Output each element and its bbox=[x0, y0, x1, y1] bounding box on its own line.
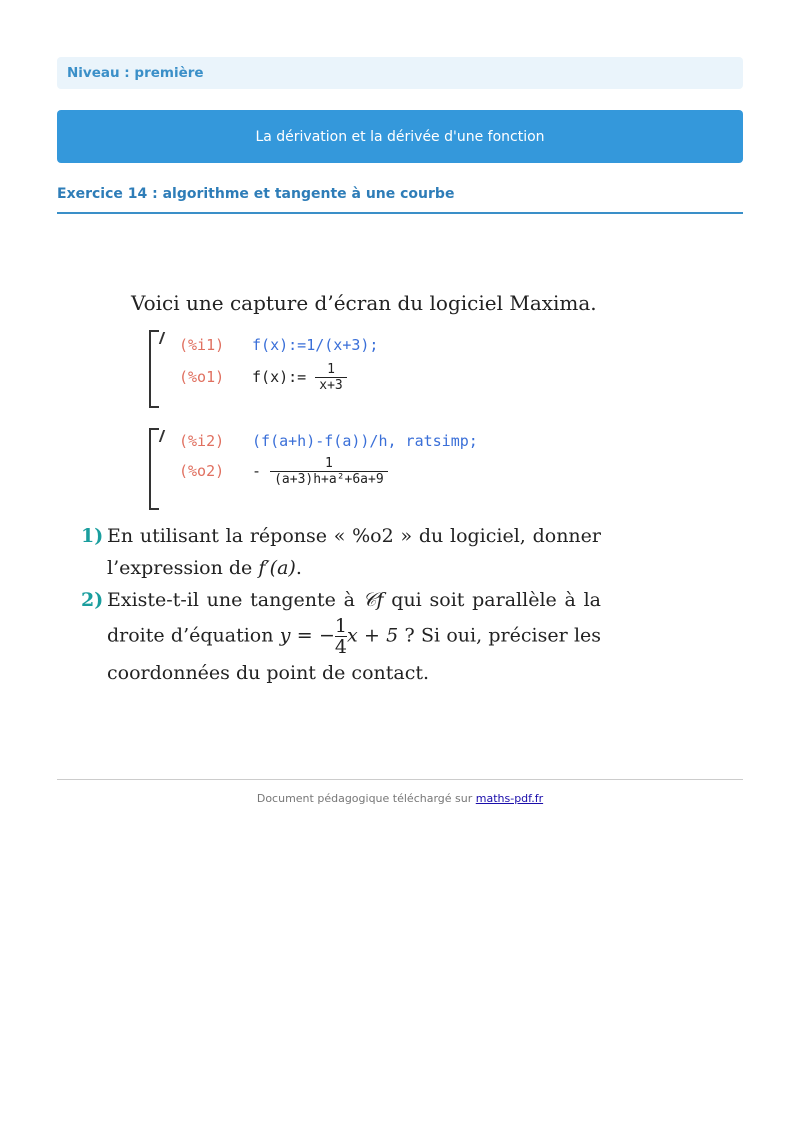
question-text-end: . bbox=[295, 557, 302, 579]
fraction-denominator: x+3 bbox=[319, 378, 343, 393]
cell-bracket bbox=[149, 428, 159, 510]
maxima-block-1 bbox=[149, 330, 549, 408]
equation-lhs: y = − bbox=[279, 624, 335, 647]
question-2 bbox=[81, 584, 601, 689]
maxima-input-line bbox=[179, 432, 478, 450]
question-1 bbox=[81, 520, 601, 584]
fraction-numerator: 1 bbox=[334, 615, 347, 637]
maxima-input-line bbox=[179, 336, 378, 354]
level-banner bbox=[57, 57, 743, 89]
input-code: f(x):=1/(x+3); bbox=[252, 336, 379, 354]
question-text-end: ? Si oui, préciser les coordonnées du point de contact. bbox=[107, 624, 602, 684]
fraction-denominator: 4 bbox=[334, 636, 347, 658]
question-number: 2) bbox=[81, 589, 104, 611]
maxima-output-line bbox=[179, 456, 388, 487]
question-text: Existe-t-il une tangente à bbox=[107, 589, 363, 611]
chapter-title-banner bbox=[57, 110, 743, 163]
question-text: En utilisant la réponse « %o2 » du logiciel, donner l’expression de bbox=[107, 525, 601, 579]
output-fraction bbox=[270, 456, 388, 487]
question-number: 1) bbox=[81, 525, 104, 547]
maxima-output-line bbox=[179, 362, 347, 393]
equation-rhs: x + 5 bbox=[346, 624, 399, 647]
question-text-mid: qui soit parallèle à la droite d’équation bbox=[107, 589, 601, 647]
footer bbox=[0, 792, 800, 805]
output-label: (%o2) bbox=[179, 462, 225, 480]
input-label: (%i2) bbox=[179, 432, 225, 450]
output-label: (%o1) bbox=[179, 368, 225, 386]
fraction-numerator: 1 bbox=[327, 362, 335, 377]
maxima-block-2 bbox=[149, 428, 549, 510]
exercise-content bbox=[57, 280, 743, 700]
fraction-denominator: (a+3)h+a²+6a+9 bbox=[274, 472, 384, 487]
cell-bracket bbox=[149, 330, 159, 408]
input-code: (f(a+h)-f(a))/h, ratsimp; bbox=[252, 432, 478, 450]
question-list bbox=[81, 520, 601, 689]
fraction-numerator: 1 bbox=[324, 456, 333, 471]
question-math: f′(a) bbox=[258, 557, 296, 579]
input-label: (%i1) bbox=[179, 336, 225, 354]
output-prefix: f(x):= bbox=[252, 368, 307, 386]
chapter-title: La dérivation et la dérivée d'une fonction bbox=[255, 128, 545, 145]
exercise-title: Exercice 14 : algorithme et tangente à une courbe bbox=[57, 186, 743, 214]
equation-fraction bbox=[335, 616, 347, 657]
footer-divider bbox=[57, 779, 743, 780]
curve-symbol: 𝒞f bbox=[362, 589, 384, 611]
intro-text: Voici une capture d’écran du logiciel Maxima. bbox=[131, 291, 597, 315]
output-fraction bbox=[315, 362, 346, 393]
level-label: Niveau : première bbox=[67, 65, 204, 81]
footer-text: Document pédagogique téléchargé sur bbox=[256, 792, 476, 805]
output-prefix: - bbox=[252, 462, 262, 480]
footer-link[interactable]: maths-pdf.fr bbox=[475, 792, 544, 805]
